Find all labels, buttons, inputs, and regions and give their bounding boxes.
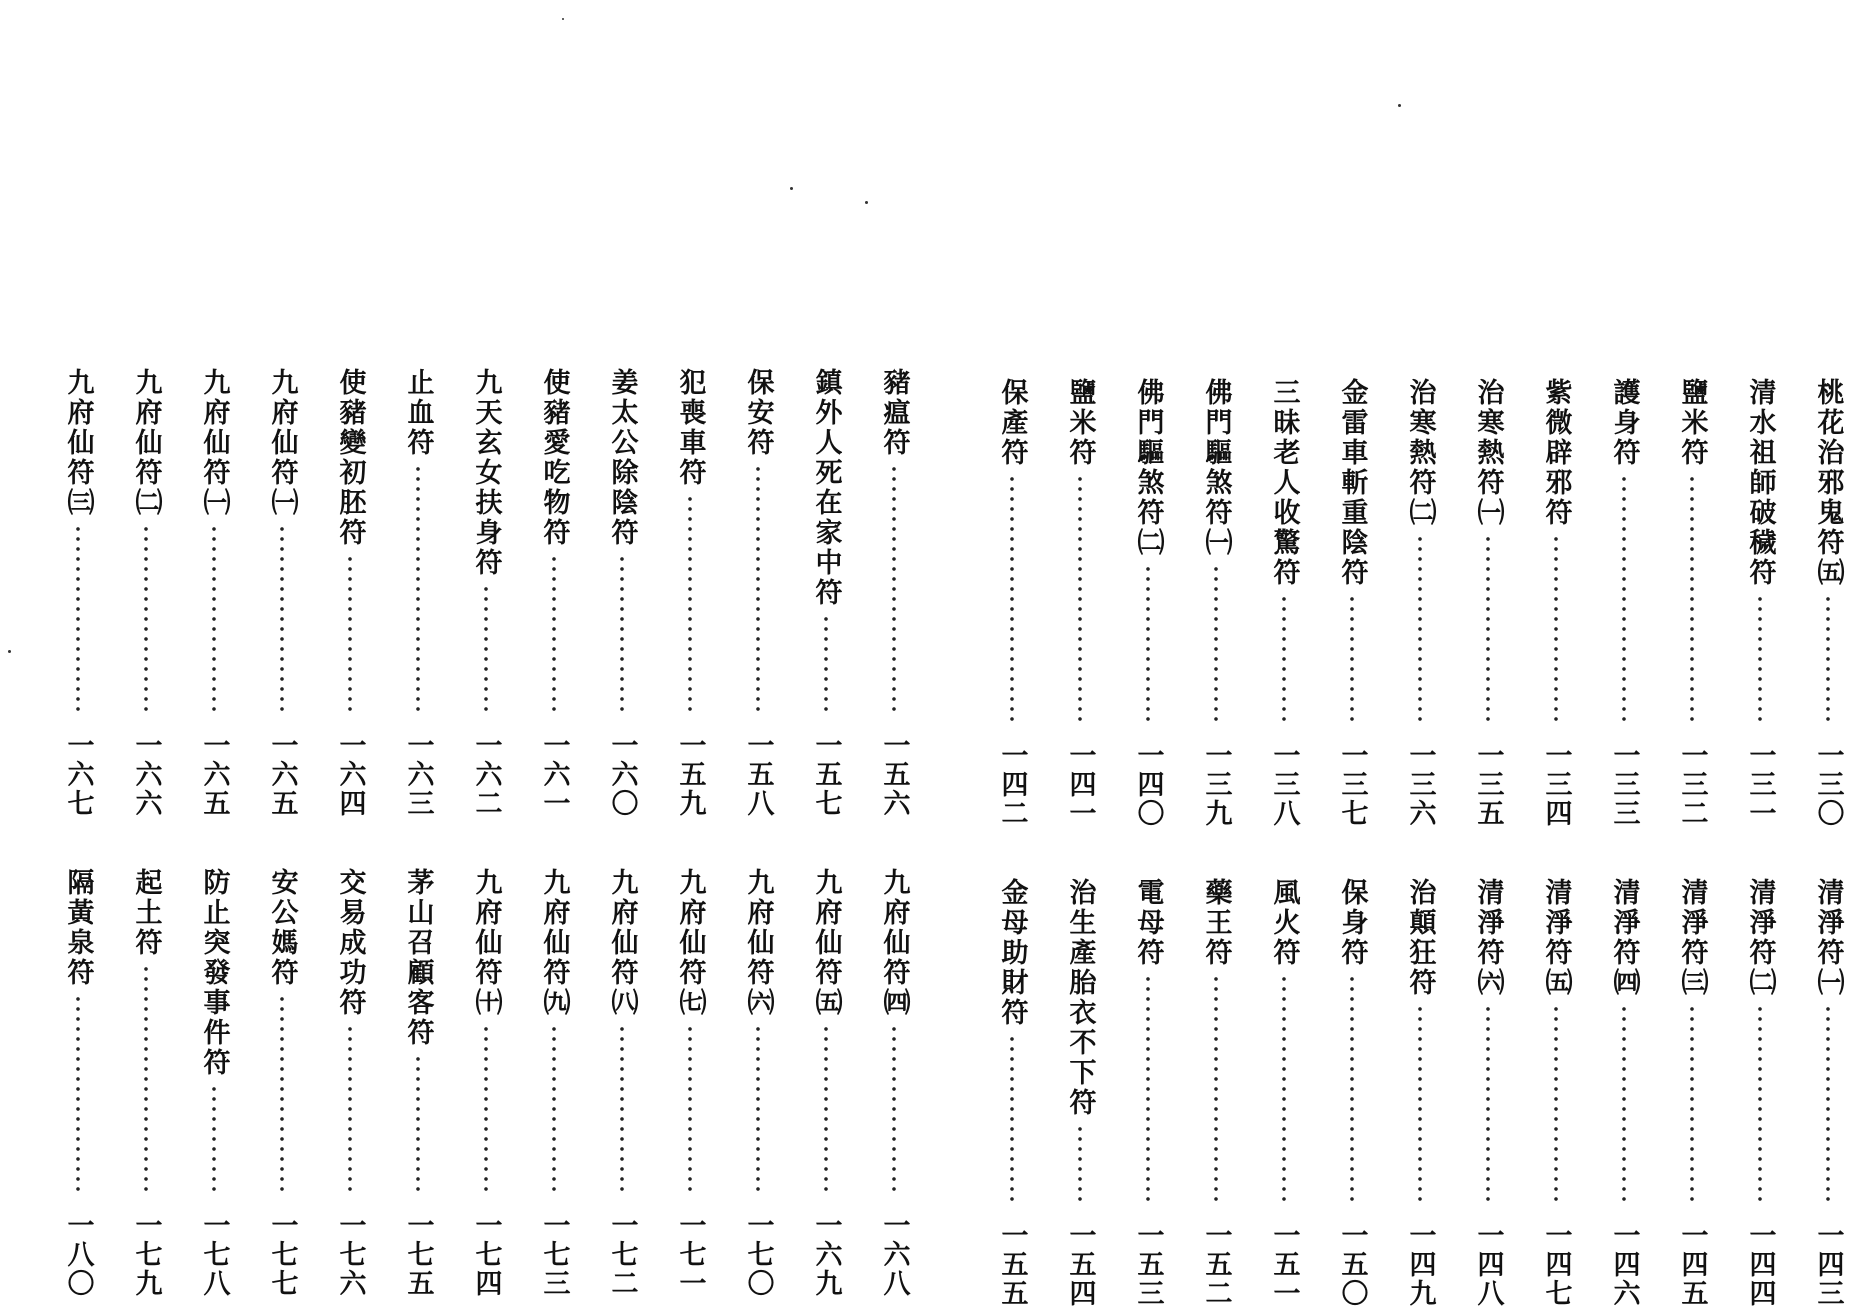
toc-block-top-right: [978, 378, 1851, 828]
toc-entry-page: 一四六: [1608, 1221, 1640, 1308]
leader-dots: [416, 1054, 420, 1197]
toc-entry-page: 一七一: [674, 1211, 706, 1298]
toc-entry: [180, 868, 248, 1298]
toc-entry-page: 一五九: [674, 731, 706, 818]
toc-entry-page: 一四二: [996, 741, 1028, 828]
toc-entry: [588, 368, 656, 818]
toc-entry-page: 一四八: [1472, 1221, 1504, 1308]
toc-entry-page: 一三三: [1608, 741, 1640, 828]
toc-entry-page: 一四三: [1812, 1221, 1844, 1308]
toc-entry: [1522, 378, 1590, 828]
toc-entry-page: 一六五: [198, 731, 230, 818]
leader-dots: [824, 1024, 828, 1197]
toc-entry-title: 九府仙符㈢: [62, 368, 94, 518]
toc-entry-title: 防止突發事件符: [198, 868, 230, 1078]
toc-entry: [1318, 378, 1386, 828]
toc-entry-title: 清水祖師破穢符: [1744, 378, 1776, 588]
leader-dots: [1622, 1004, 1626, 1207]
toc-entry: [44, 868, 112, 1298]
leader-dots: [1214, 974, 1218, 1207]
toc-entry: [1454, 378, 1522, 828]
toc-entry-page: 一七八: [198, 1211, 230, 1298]
leader-dots: [1826, 1004, 1830, 1207]
toc-entry-page: 一五二: [1200, 1221, 1232, 1308]
toc-entry: [656, 868, 724, 1298]
toc-entry-page: 一七五: [402, 1211, 434, 1298]
toc-entry-title: 清淨符㈤: [1540, 878, 1572, 998]
leader-dots: [1826, 594, 1830, 727]
toc-entry-page: 一四五: [1676, 1221, 1708, 1308]
leader-dots: [892, 464, 896, 717]
leader-dots: [1758, 1004, 1762, 1207]
toc-entry-page: 一五五: [996, 1221, 1028, 1308]
toc-entry: [1522, 878, 1590, 1308]
toc-entry-title: 鎮外人死在家中符: [810, 368, 842, 608]
leader-dots: [620, 554, 624, 717]
leader-dots: [212, 524, 216, 717]
toc-entry-title: 九府仙符㈤: [810, 868, 842, 1018]
leader-dots: [824, 614, 828, 717]
toc-entry-title: 三昧老人收驚符: [1268, 378, 1300, 588]
toc-entry: [1726, 378, 1794, 828]
toc-entry-page: 一五〇: [1336, 1221, 1368, 1308]
toc-entry: [1794, 878, 1851, 1308]
toc-entry: [384, 368, 452, 818]
toc-entry: [248, 868, 316, 1298]
toc-entry: [1386, 378, 1454, 828]
leader-dots: [1078, 1124, 1082, 1207]
leader-dots: [1282, 594, 1286, 727]
leader-dots: [1690, 1004, 1694, 1207]
toc-entry-page: 一六八: [878, 1211, 910, 1298]
leader-dots: [144, 964, 148, 1197]
toc-entry-title: 清淨符㈥: [1472, 878, 1504, 998]
toc-entry-title: 犯喪車符: [674, 368, 706, 488]
leader-dots: [1622, 474, 1626, 727]
leader-dots: [1554, 1004, 1558, 1207]
scan-speck: [1398, 104, 1401, 107]
toc-entry-page: 一六二: [470, 731, 502, 818]
toc-entry: [1114, 878, 1182, 1308]
leader-dots: [348, 554, 352, 717]
leader-dots: [280, 994, 284, 1197]
toc-entry: [860, 868, 928, 1298]
toc-entry-title: 治顛狂符: [1404, 878, 1436, 998]
leader-dots: [892, 1024, 896, 1197]
toc-entry-page: 一五七: [810, 731, 842, 818]
toc-entry-title: 治寒熱符㈠: [1472, 378, 1504, 528]
toc-entry-page: 一三一: [1744, 741, 1776, 828]
toc-entry-title: 清淨符㈡: [1744, 878, 1776, 998]
toc-entry-page: 一七六: [334, 1211, 366, 1298]
scan-speck: [790, 187, 793, 190]
leader-dots: [1010, 1034, 1014, 1207]
toc-entry-title: 九府仙符㈩: [470, 868, 502, 1018]
toc-entry-title: 起土符: [130, 868, 162, 958]
toc-entry-title: 九天玄女扶身符: [470, 368, 502, 578]
leader-dots: [76, 524, 80, 717]
toc-entry-page: 一四〇: [1132, 741, 1164, 828]
leader-dots: [552, 1024, 556, 1197]
leader-dots: [620, 1024, 624, 1197]
toc-entry-title: 九府仙符㈡: [130, 368, 162, 518]
toc-entry: [1454, 878, 1522, 1308]
leader-dots: [756, 1024, 760, 1197]
toc-entry-page: 一三八: [1268, 741, 1300, 828]
toc-entry-page: 一七三: [538, 1211, 570, 1298]
leader-dots: [1010, 474, 1014, 727]
toc-entry-title: 九府仙符㈠: [198, 368, 230, 518]
leader-dots: [484, 584, 488, 717]
leader-dots: [1486, 534, 1490, 727]
toc-entry-page: 一三七: [1336, 741, 1368, 828]
toc-entry: [1658, 878, 1726, 1308]
leader-dots: [1486, 1004, 1490, 1207]
toc-entry-page: 一四七: [1540, 1221, 1572, 1308]
toc-entry-title: 止血符: [402, 368, 434, 458]
leader-dots: [1078, 474, 1082, 727]
toc-entry-title: 保安符: [742, 368, 774, 458]
leader-dots: [212, 1084, 216, 1197]
leader-dots: [688, 1024, 692, 1197]
toc-entry: [316, 368, 384, 818]
toc-entry-title: 紫微辟邪符: [1540, 378, 1572, 528]
toc-entry: [1794, 378, 1851, 828]
leader-dots: [688, 494, 692, 717]
toc-entry: [112, 868, 180, 1298]
leader-dots: [1282, 974, 1286, 1207]
toc-entry-title: 使豬變初胚符: [334, 368, 366, 548]
toc-entry: [1182, 878, 1250, 1308]
toc-entry: [520, 368, 588, 818]
toc-entry: [656, 368, 724, 818]
toc-entry-page: 一八〇: [62, 1211, 94, 1298]
toc-entry: [1114, 378, 1182, 828]
leader-dots: [1418, 1004, 1422, 1207]
leader-dots: [484, 1024, 488, 1197]
leader-dots: [76, 994, 80, 1197]
toc-entry: [978, 878, 1046, 1308]
toc-entry-page: 一五八: [742, 731, 774, 818]
toc-entry-page: 一三〇: [1812, 741, 1844, 828]
toc-entry: [180, 368, 248, 818]
toc-entry-title: 保產符: [996, 378, 1028, 468]
toc-entry: [1590, 378, 1658, 828]
toc-entry: [724, 868, 792, 1298]
toc-entry: [1658, 378, 1726, 828]
toc-entry-title: 九府仙符㈨: [538, 868, 570, 1018]
toc-entry-title: 清淨符㈠: [1812, 878, 1844, 998]
toc-entry-page: 一三五: [1472, 741, 1504, 828]
toc-entry-title: 電母符: [1132, 878, 1164, 968]
toc-entry: [588, 868, 656, 1298]
toc-entry-page: 一五一: [1268, 1221, 1300, 1308]
leader-dots: [1146, 974, 1150, 1207]
toc-entry-page: 一四一: [1064, 741, 1096, 828]
toc-entry-title: 治生產胎衣不下符: [1064, 878, 1096, 1118]
toc-entry-title: 交易成功符: [334, 868, 366, 1018]
scan-speck: [8, 650, 11, 653]
leader-dots: [280, 524, 284, 717]
toc-entry-title: 茅山召顧客符: [402, 868, 434, 1048]
leader-dots: [416, 464, 420, 717]
toc-entry: [1250, 378, 1318, 828]
toc-entry: [1046, 378, 1114, 828]
toc-entry: [1318, 878, 1386, 1308]
toc-entry: [316, 868, 384, 1298]
toc-entry: [724, 368, 792, 818]
toc-entry-title: 九府仙符㈧: [606, 868, 638, 1018]
toc-entry-page: 一六六: [130, 731, 162, 818]
toc-entry: [792, 868, 860, 1298]
toc-entry-page: 一六七: [62, 731, 94, 818]
leader-dots: [1690, 474, 1694, 727]
toc-entry-title: 九府仙符㈦: [674, 868, 706, 1018]
toc-entry-title: 九府仙符㈠: [266, 368, 298, 518]
toc-entry: [1590, 878, 1658, 1308]
toc-entry-title: 姜太公除陰符: [606, 368, 638, 548]
toc-entry: [792, 368, 860, 818]
toc-entry-title: 清淨符㈣: [1608, 878, 1640, 998]
toc-entry-page: 一六五: [266, 731, 298, 818]
toc-entry-title: 護身符: [1608, 378, 1640, 468]
toc-entry-title: 隔黃泉符: [62, 868, 94, 988]
toc-entry-page: 一六四: [334, 731, 366, 818]
leader-dots: [1146, 564, 1150, 727]
toc-entry-title: 豬瘟符: [878, 368, 910, 458]
toc-entry-page: 一五四: [1064, 1221, 1096, 1308]
toc-entry: [1386, 878, 1454, 1308]
leader-dots: [1214, 564, 1218, 727]
toc-entry: [860, 368, 928, 818]
toc-block-top-left: [44, 368, 928, 818]
toc-entry-title: 金雷車斬重陰符: [1336, 378, 1368, 588]
toc-entry: [248, 368, 316, 818]
toc-entry: [452, 368, 520, 818]
toc-entry: [1726, 878, 1794, 1308]
toc-entry-page: 一六三: [402, 731, 434, 818]
toc-entry-title: 安公媽符: [266, 868, 298, 988]
toc-entry-page: 一六一: [538, 731, 570, 818]
toc-entry-title: 佛門驅煞符㈡: [1132, 378, 1164, 558]
toc-entry-title: 保身符: [1336, 878, 1368, 968]
toc-entry-title: 鹽米符: [1064, 378, 1096, 468]
toc-entry-title: 藥王符: [1200, 878, 1232, 968]
leader-dots: [144, 524, 148, 717]
toc-entry-title: 佛門驅煞符㈠: [1200, 378, 1232, 558]
toc-entry-page: 一四四: [1744, 1221, 1776, 1308]
toc-block-bottom-left: [44, 868, 928, 1298]
scan-speck: [865, 201, 868, 204]
toc-entry: [520, 868, 588, 1298]
scan-speck: [562, 18, 564, 20]
toc-entry-title: 金母助財符: [996, 878, 1028, 1028]
toc-entry-page: 一七二: [606, 1211, 638, 1298]
leader-dots: [1418, 534, 1422, 727]
toc-entry-title: 九府仙符㈥: [742, 868, 774, 1018]
toc-entry: [1250, 878, 1318, 1308]
leader-dots: [756, 464, 760, 717]
toc-entry: [1046, 878, 1114, 1308]
leader-dots: [1758, 594, 1762, 727]
toc-entry-page: 一七四: [470, 1211, 502, 1298]
toc-entry-page: 一三六: [1404, 741, 1436, 828]
toc-entry: [112, 368, 180, 818]
leader-dots: [1350, 594, 1354, 727]
leader-dots: [552, 554, 556, 717]
toc-entry-page: 一四九: [1404, 1221, 1436, 1308]
toc-entry: [1182, 378, 1250, 828]
toc-entry-title: 九府仙符㈣: [878, 868, 910, 1018]
toc-entry-title: 桃花治邪鬼符㈤: [1812, 378, 1844, 588]
toc-entry: [384, 868, 452, 1298]
toc-entry-page: 一三四: [1540, 741, 1572, 828]
toc-entry-title: 治寒熱符㈡: [1404, 378, 1436, 528]
toc-entry-page: 一六九: [810, 1211, 842, 1298]
leader-dots: [348, 1024, 352, 1197]
toc-entry-page: 一三九: [1200, 741, 1232, 828]
toc-entry-title: 鹽米符: [1676, 378, 1708, 468]
toc-entry-title: 風火符: [1268, 878, 1300, 968]
toc-entry: [44, 368, 112, 818]
toc-entry-title: 使豬愛吃物符: [538, 368, 570, 548]
leader-dots: [1554, 534, 1558, 727]
toc-entry: [978, 378, 1046, 828]
toc-entry-page: 一七九: [130, 1211, 162, 1298]
toc-block-bottom-right: [978, 878, 1851, 1308]
toc-entry: [452, 868, 520, 1298]
toc-entry-page: 一五三: [1132, 1221, 1164, 1308]
toc-entry-page: 一七〇: [742, 1211, 774, 1298]
toc-entry-title: 清淨符㈢: [1676, 878, 1708, 998]
toc-entry-page: 一五六: [878, 731, 910, 818]
toc-entry-page: 一七七: [266, 1211, 298, 1298]
toc-entry-page: 一三二: [1676, 741, 1708, 828]
leader-dots: [1350, 974, 1354, 1207]
toc-entry-page: 一六〇: [606, 731, 638, 818]
